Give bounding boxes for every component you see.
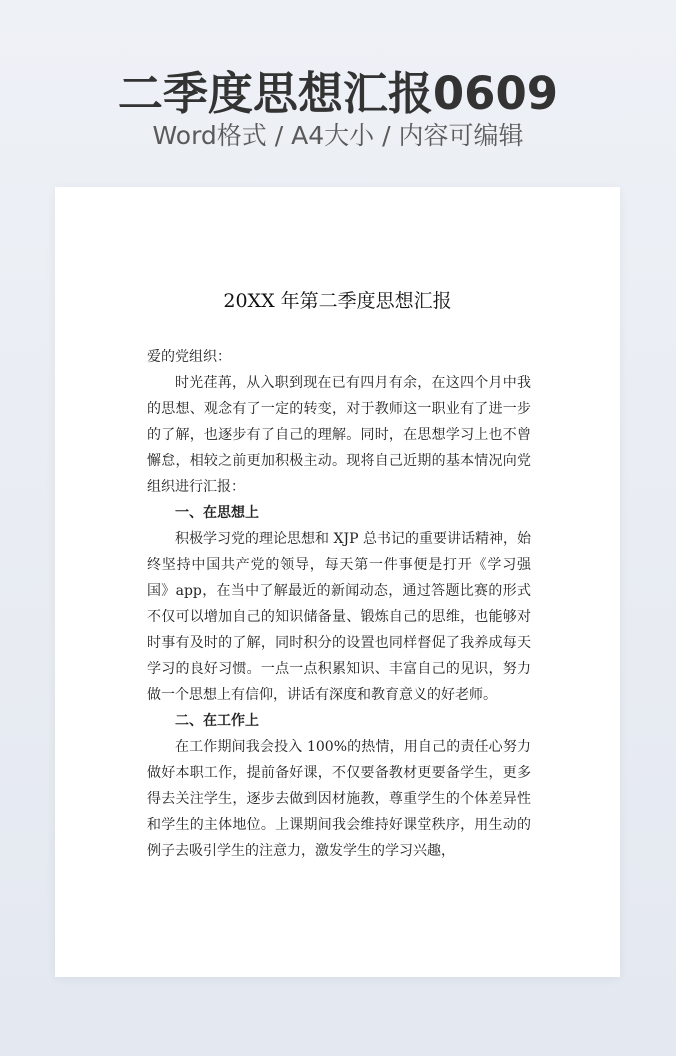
section-heading-thought: 一、在思想上 xyxy=(175,505,259,521)
document-page xyxy=(55,187,620,977)
banner-subtitle: Word格式 / A4大小 / 内容可编辑 xyxy=(152,121,524,150)
section-paragraph-thought: 积极学习党的理论思想和 XJP 总书记的重要讲话精神，始终坚持中国共产党的领导，每天第一件事便是打开《学习强国》app，在当中了解最近的新闻动态，通过答题比赛的形式不仅可以增加自己的知识储备量、锻炼自己的思维，也能够对时事有及时的了解，同时积分的设置也同样督促了我养成每天学习的良好习惯。一点一点积累知识、丰富自己的见识，努力做一个思想上有信仰，讲话有深度和教育意义的好老师。 xyxy=(147,531,531,703)
document-body xyxy=(147,344,531,864)
section-paragraph-work: 在工作期间我会投入 100%的热情，用自己的责任心努力做好本职工作，提前备好课，不仅要备教材更要备学生，更多得去关注学生，逐步去做到因材施教，尊重学生的个体差异性和学生的主体地位。上课期间我会维持好课堂秩序，用生动的例子去吸引学生的注意力，激发学生的学习兴趣， xyxy=(147,739,531,859)
intro-paragraph: 时光荏苒，从入职到现在已有四月有余，在这四个月中我的思想、观念有了一定的转变，对于教师这一职业有了进一步的了解，也逐步有了自己的理解。同时，在思想学习上也不曾懈怠，相较之前更加积极主动。现将自己近期的基本情况向党组织进行汇报： xyxy=(147,375,531,495)
salutation: 爱的党组织： xyxy=(147,349,231,365)
banner-title: 二季度思想汇报0609 xyxy=(117,67,559,120)
section-heading-work: 二、在工作上 xyxy=(175,713,259,729)
document-title: 20XX 年第二季度思想汇报 xyxy=(223,290,452,312)
